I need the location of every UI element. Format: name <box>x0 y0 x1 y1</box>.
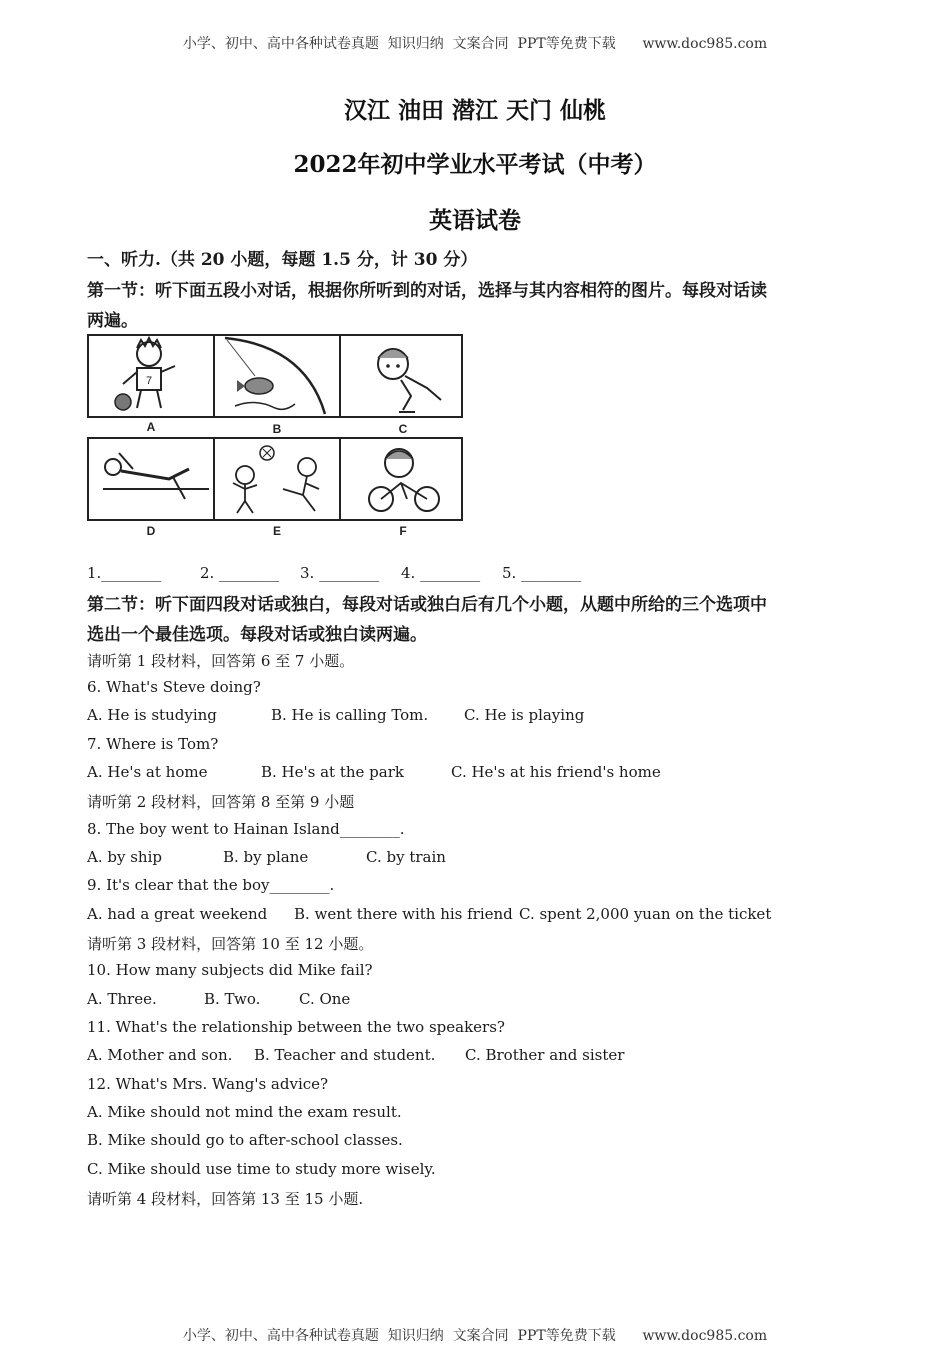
picture-f-cycling <box>339 437 463 521</box>
option-c: C. He's at his friend's home <box>451 763 661 781</box>
exam-region-title: 汉江 油田 潜江 天门 仙桃 <box>343 97 607 124</box>
picture-label-a: A <box>146 420 156 434</box>
picture-e-football <box>213 437 341 521</box>
material-4-instruction: 请听第 4 段材料，回答第 13 至 15 小题. <box>87 1190 364 1208</box>
svg-text:7: 7 <box>146 375 153 387</box>
picture-label-c: C <box>398 422 408 436</box>
part2-instructions-line1: 第二节：听下面四段对话或独白，每段对话或独白后有几个小题，从题中所给的三个选项中 <box>87 595 767 615</box>
exam-year-title: 2022年初中学业水平考试（中考） <box>293 151 657 178</box>
option-c: C. Brother and sister <box>465 1046 625 1064</box>
question-12-option-c: C. Mike should use time to study more wisely. <box>87 1160 436 1178</box>
option-b: B. He is calling Tom. <box>271 706 429 724</box>
answer-blank-4: 4. ________ <box>401 564 481 582</box>
option-c: C. He is playing <box>464 706 585 724</box>
question-6: 6. What's Steve doing? <box>87 678 261 696</box>
option-c: C. One <box>299 990 351 1008</box>
question-8: 8. The boy went to Hainan Island________. <box>87 820 405 838</box>
option-a: A. He's at home <box>87 763 208 781</box>
option-a: A. Mother and son. <box>87 1046 233 1064</box>
section-heading-listening: 一、听力.（共 20 小题，每题 1.5 分，计 30 分） <box>87 250 478 270</box>
picture-a-basketball <box>87 334 215 418</box>
exam-subject-title: 英语试卷 <box>429 207 521 234</box>
question-7: 7. Where is Tom? <box>87 735 219 753</box>
part2-instructions-line2: 选出一个最佳选项。每段对话或独白读两遍。 <box>87 625 427 645</box>
question-12-option-a: A. Mike should not mind the exam result. <box>87 1103 402 1121</box>
question-12: 12. What's Mrs. Wang's advice? <box>87 1075 329 1093</box>
option-b: B. Two. <box>204 990 261 1008</box>
picture-label-e: E <box>272 524 281 538</box>
option-b: B. Teacher and student. <box>254 1046 436 1064</box>
option-a: A. He is studying <box>87 706 217 724</box>
option-a: A. had a great weekend <box>87 905 268 923</box>
material-3-instruction: 请听第 3 段材料，回答第 10 至 12 小题。 <box>87 935 374 953</box>
question-10: 10. How many subjects did Mike fail? <box>87 961 373 979</box>
question-9: 9. It's clear that the boy________. <box>87 876 335 894</box>
answer-blank-3: 3. ________ <box>300 564 380 582</box>
option-b: B. He's at the park <box>261 763 404 781</box>
question-12-option-b: B. Mike should go to after-school classes. <box>87 1131 403 1149</box>
picture-label-d: D <box>146 524 156 538</box>
picture-b-fishing <box>213 334 341 418</box>
option-a: A. Three. <box>87 990 157 1008</box>
material-1-instruction: 请听第 1 段材料，回答第 6 至 7 小题。 <box>87 652 355 670</box>
answer-blank-2: 2. ________ <box>200 564 280 582</box>
picture-label-f: F <box>399 524 407 538</box>
option-c: C. by train <box>366 848 446 866</box>
option-a: A. by ship <box>87 848 162 866</box>
answer-blank-1: 1.________ <box>87 564 162 582</box>
option-b: B. went there with his friend <box>294 905 513 923</box>
option-b: B. by plane <box>223 848 309 866</box>
picture-label-b: B <box>272 422 282 436</box>
part1-instructions-line2: 两遍。 <box>87 311 138 331</box>
page-footer: 小学、初中、高中各种试卷真题 知识归纳 文案合同 PPT等免费下载 www.doc985.com <box>182 1328 768 1344</box>
option-c: C. spent 2,000 yuan on the ticket <box>519 905 772 923</box>
answer-blank-5: 5. ________ <box>502 564 582 582</box>
part1-instructions-line1: 第一节：听下面五段小对话，根据你所听到的对话，选择与其内容相符的图片。每段对话读 <box>87 281 767 301</box>
page-header: 小学、初中、高中各种试卷真题 知识归纳 文案合同 PPT等免费下载 www.doc985.com <box>182 36 768 52</box>
picture-c-skating <box>339 334 463 418</box>
material-2-instruction: 请听第 2 段材料，回答第 8 至第 9 小题 <box>87 793 355 811</box>
question-11: 11. What's the relationship between the two speakers? <box>87 1018 505 1036</box>
picture-d-high-jump <box>87 437 215 521</box>
